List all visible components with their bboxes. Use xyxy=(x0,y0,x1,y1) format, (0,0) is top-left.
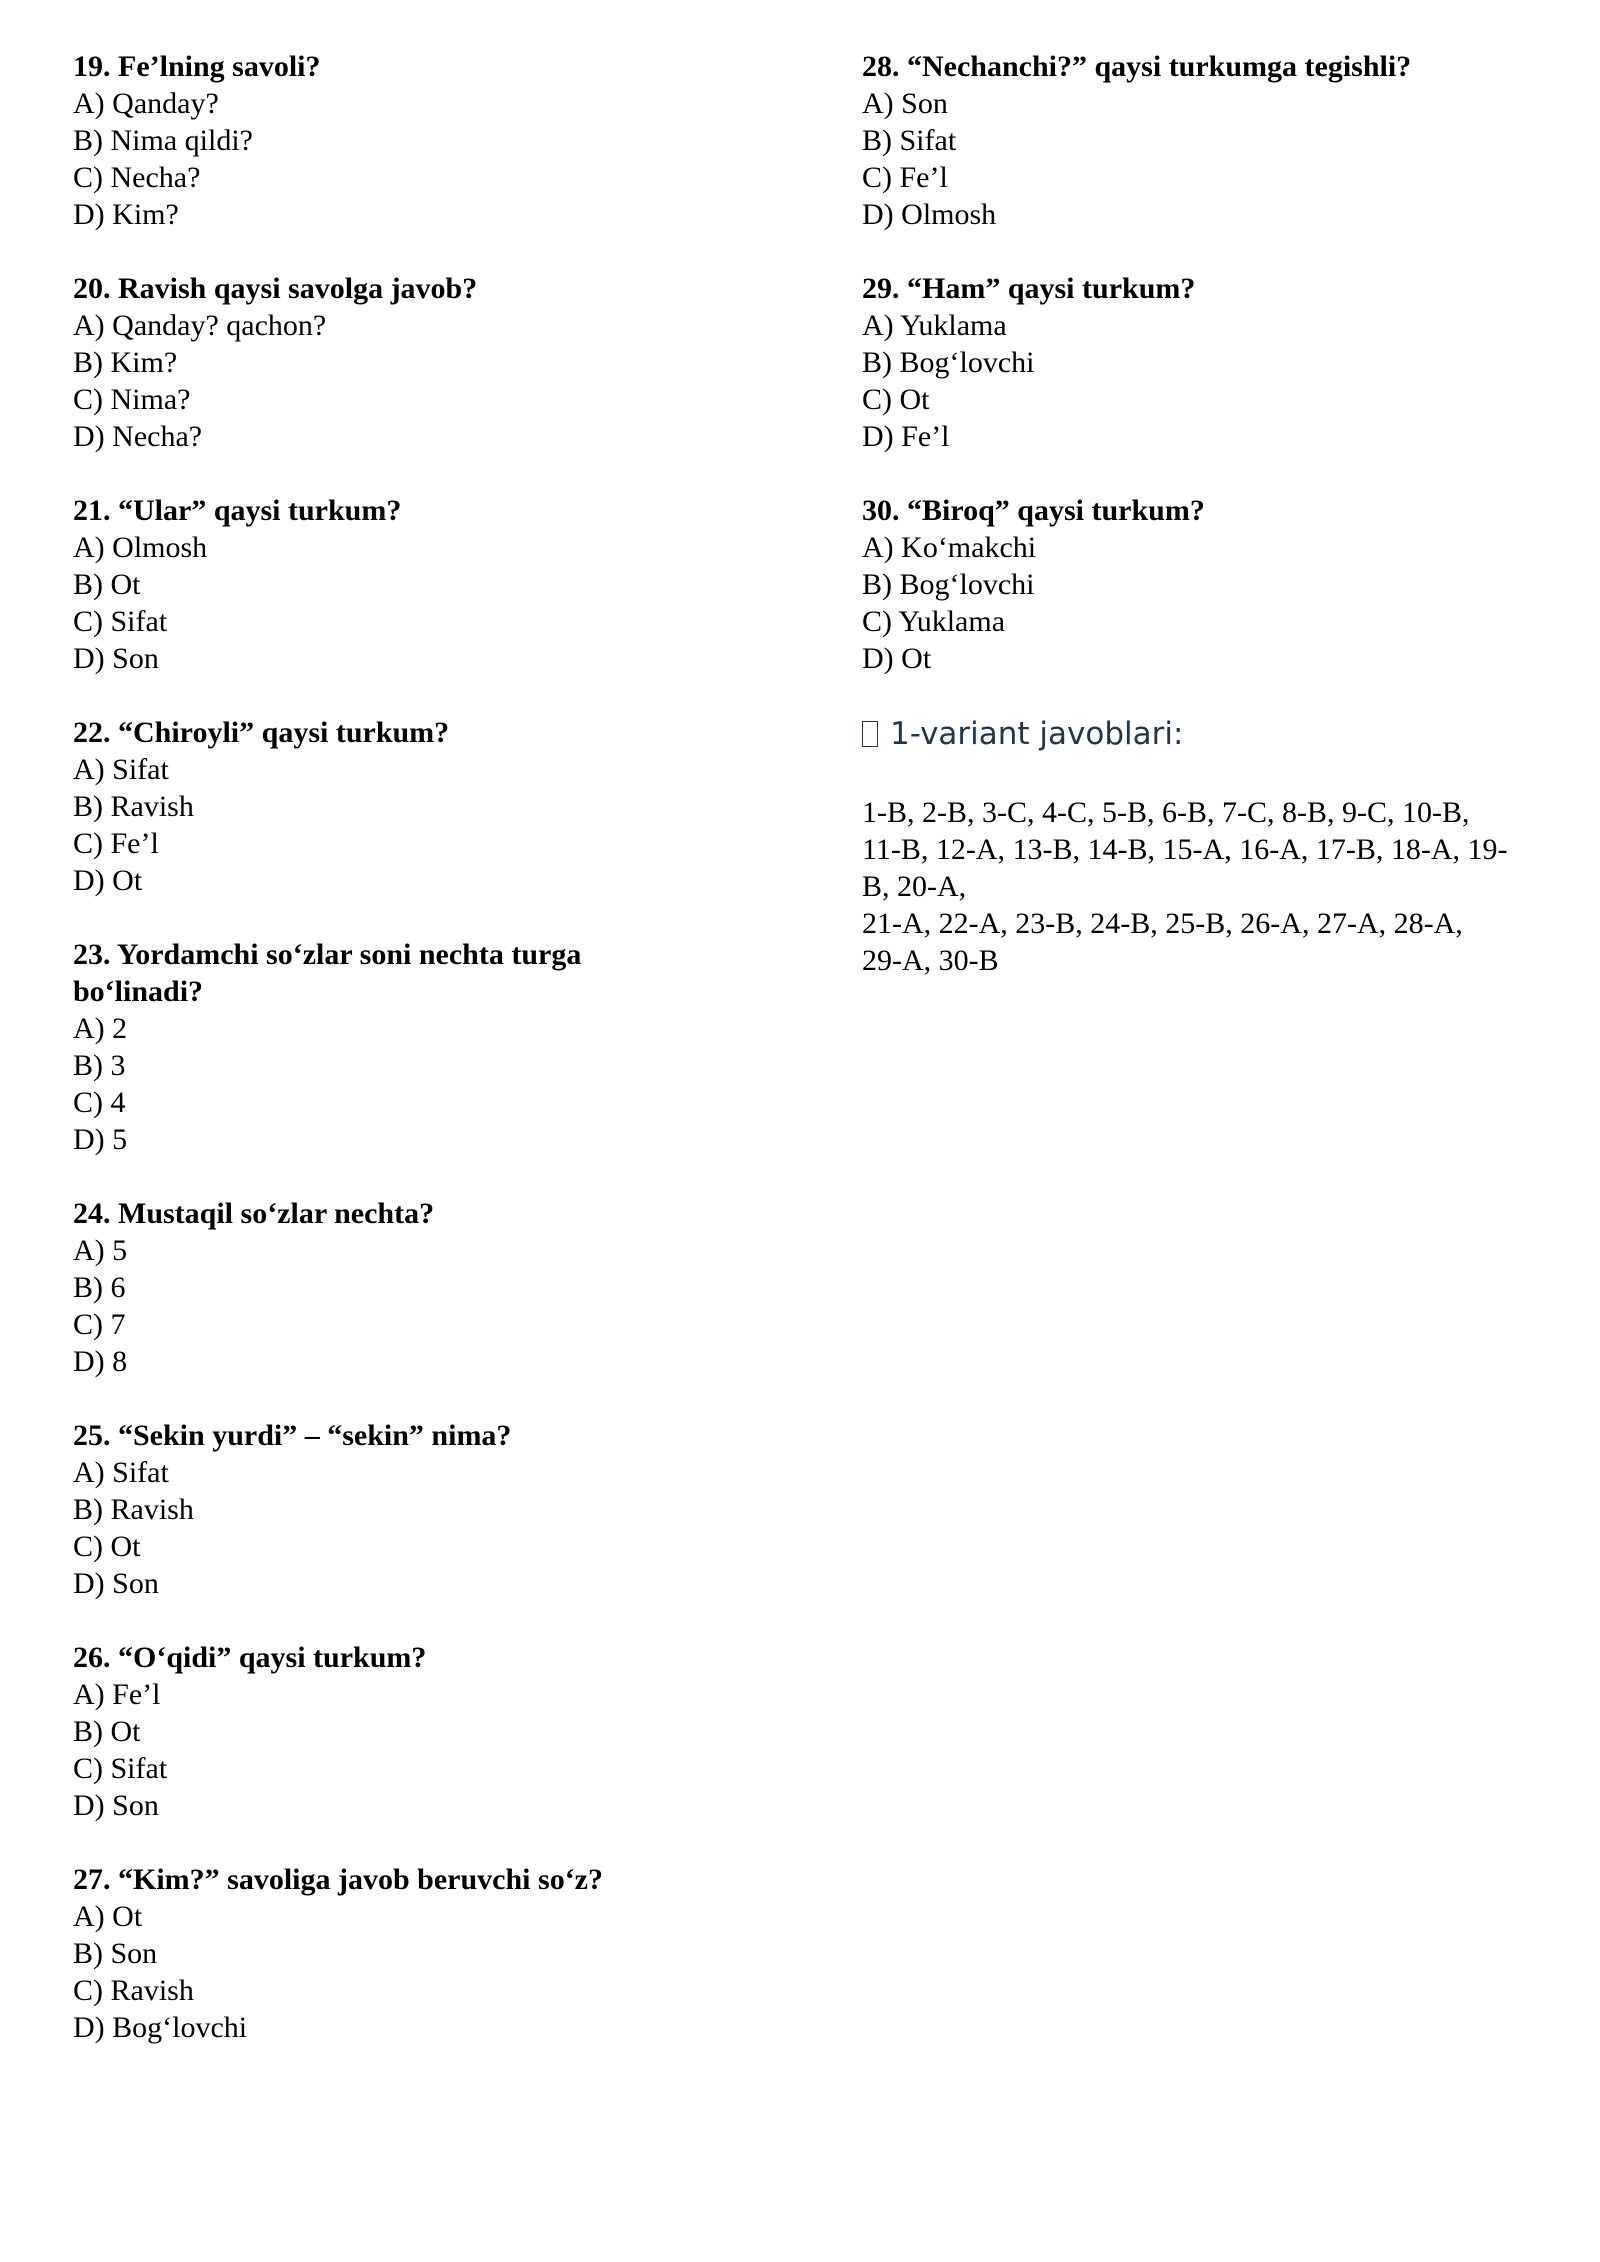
option-d: D) Ot xyxy=(73,864,143,897)
question-19 xyxy=(73,48,773,233)
question-title: 28. “Nechanchi?” qaysi turkumga tegishli? xyxy=(862,50,1412,83)
option-a: A) 5 xyxy=(73,1234,128,1267)
option-d: D) 8 xyxy=(73,1345,128,1378)
option-c: C) Ravish xyxy=(73,1974,194,2007)
option-d: D) Bog‘lovchi xyxy=(73,2011,248,2044)
option-b: B) Son xyxy=(73,1937,158,1970)
option-b: B) Bog‘lovchi xyxy=(862,346,1035,379)
option-c: C) 4 xyxy=(73,1086,126,1119)
option-b: B) Ravish xyxy=(73,1493,194,1526)
option-c: C) Fe’l xyxy=(862,161,948,194)
question-26 xyxy=(73,1639,773,1824)
option-b: B) Ot xyxy=(73,568,141,601)
option-a: A) 2 xyxy=(73,1012,128,1045)
option-a: A) Son xyxy=(862,87,948,120)
left-column xyxy=(73,48,773,2083)
question-28 xyxy=(862,48,1562,233)
question-title: 20. Ravish qaysi savolga javob? xyxy=(73,272,478,305)
option-a: A) Yuklama xyxy=(862,309,1007,342)
option-b: B) Kim? xyxy=(73,346,178,379)
option-b: B) Sifat xyxy=(862,124,957,157)
question-title: 25. “Sekin yurdi” – “sekin” nima? xyxy=(73,1419,512,1452)
option-a: A) Sifat xyxy=(73,753,169,786)
question-title: 27. “Kim?” savoliga javob beruvchi so‘z? xyxy=(73,1863,603,1896)
option-a: A) Ot xyxy=(73,1900,143,1933)
question-title: 30. “Biroq” qaysi turkum? xyxy=(862,494,1205,527)
answer-key-line: 11-B, 12-A, 13-B, 14-B, 15-A, 16-A, 17-B, 18-A, 19- xyxy=(862,833,1508,866)
option-b: B) 6 xyxy=(73,1271,126,1304)
option-d: D) Olmosh xyxy=(862,198,997,231)
option-d: D) 5 xyxy=(73,1123,128,1156)
option-c: C) Ot xyxy=(862,383,930,416)
option-a: A) Qanday? qachon? xyxy=(73,309,327,342)
question-22 xyxy=(73,714,773,899)
option-a: A) Qanday? xyxy=(73,87,219,120)
option-b: B) 3 xyxy=(73,1049,126,1082)
question-21 xyxy=(73,492,773,677)
option-d: D) Son xyxy=(73,1789,159,1822)
option-b: B) Bog‘lovchi xyxy=(862,568,1035,601)
answer-key xyxy=(862,794,1562,979)
option-c: C) Nima? xyxy=(73,383,191,416)
option-b: B) Ot xyxy=(73,1715,141,1748)
question-title: 19. Fe’lning savoli? xyxy=(73,50,321,83)
option-d: D) Son xyxy=(73,642,159,675)
option-a: A) Ko‘makchi xyxy=(862,531,1037,564)
question-27 xyxy=(73,1861,773,2046)
question-title: 21. “Ular” qaysi turkum? xyxy=(73,494,402,527)
answer-key-line: 1-B, 2-B, 3-C, 4-C, 5-B, 6-B, 7-C, 8-B, 9-C, 10-B, xyxy=(862,796,1470,829)
answer-key-line: 29-A, 30-B xyxy=(862,944,999,977)
question-24 xyxy=(73,1195,773,1380)
answer-key-line: B, 20-A, xyxy=(862,870,967,903)
question-title: 23. Yordamchi so‘zlar soni nechta turga bo‘linadi? xyxy=(73,938,582,1008)
option-d: D) Son xyxy=(73,1567,159,1600)
question-23 xyxy=(73,936,773,1158)
option-a: A) Olmosh xyxy=(73,531,208,564)
answers-heading-text: 1-variant javoblari: xyxy=(890,716,1184,752)
option-d: D) Kim? xyxy=(73,198,179,231)
option-c: C) Fe’l xyxy=(73,827,159,860)
option-d: D) Fe’l xyxy=(862,420,950,453)
option-d: D) Necha? xyxy=(73,420,203,453)
question-title: 26. “O‘qidi” qaysi turkum? xyxy=(73,1641,427,1674)
missing-glyph-box-icon xyxy=(862,721,878,747)
option-c: C) Ot xyxy=(73,1530,141,1563)
option-d: D) Ot xyxy=(862,642,932,675)
answers-heading xyxy=(862,714,1562,754)
option-c: C) Yuklama xyxy=(862,605,1006,638)
option-c: C) Necha? xyxy=(73,161,201,194)
question-title: 29. “Ham” qaysi turkum? xyxy=(862,272,1196,305)
question-title: 24. Mustaqil so‘zlar nechta? xyxy=(73,1197,435,1230)
option-a: A) Sifat xyxy=(73,1456,169,1489)
answer-key-line: 21-A, 22-A, 23-B, 24-B, 25-B, 26-A, 27-A, 28-A, xyxy=(862,907,1463,940)
right-column xyxy=(862,48,1562,979)
option-c: C) Sifat xyxy=(73,1752,168,1785)
option-c: C) Sifat xyxy=(73,605,168,638)
question-25 xyxy=(73,1417,773,1602)
question-30 xyxy=(862,492,1562,677)
question-29 xyxy=(862,270,1562,455)
question-title: 22. “Chiroyli” qaysi turkum? xyxy=(73,716,450,749)
option-a: A) Fe’l xyxy=(73,1678,161,1711)
question-20 xyxy=(73,270,773,455)
option-c: C) 7 xyxy=(73,1308,126,1341)
option-b: B) Nima qildi? xyxy=(73,124,253,157)
option-b: B) Ravish xyxy=(73,790,194,823)
